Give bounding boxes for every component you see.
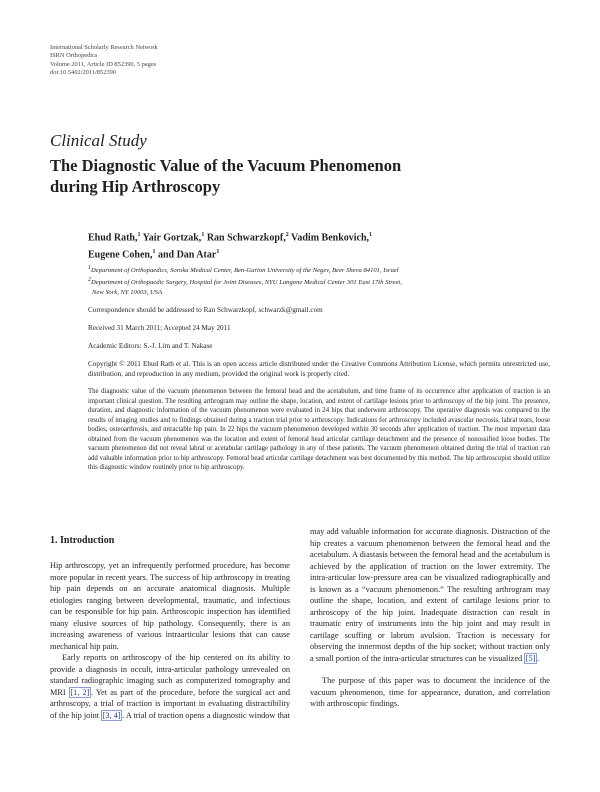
affiliation-text: Department of Orthopaedics, Soroka Medical Center, Ben-Gurion University of the Negev, Beer Sheva 84101, Israel <box>91 267 399 275</box>
author-sup: 2 <box>285 232 289 238</box>
author-name: Ran Schwarzkopf, <box>206 232 286 244</box>
affiliation-1 <box>88 264 508 276</box>
journal-name: ISRN Orthopedics <box>50 52 98 60</box>
author-list <box>88 228 528 263</box>
title-line-1: The Diagnostic Value of the Vacuum Phenomenon <box>50 156 402 175</box>
column-left <box>50 560 290 721</box>
author-name: Vadim Benkovich, <box>291 232 370 244</box>
author-sup: 1 <box>152 249 156 256</box>
author-name: Yair Gortzak, <box>142 232 202 244</box>
affiliations <box>88 264 508 297</box>
text-run: . Yet as part of the procedure, before the surgical act and arthroscopy, a trial of traction is important in evaluating distractibility of the hip joint <box>50 687 290 720</box>
academic-editors: Academic Editors: S.-J. Lim and T. Nakase <box>88 342 213 350</box>
affiliation-sup: 1 <box>88 265 91 271</box>
author-name: Eugene Cohen, <box>88 249 153 261</box>
article-type: Clinical Study <box>50 131 147 150</box>
journal-volume: Volume 2011, Article ID 852390, 5 pages <box>50 60 157 68</box>
text-run: may add valuable information for accurate diagnosis. Distraction of the hip creates a vacuum phenomenon between the femoral head and the acetabulum. A diastasis between the femoral head and the acetabulum is achieved by the application of traction on the lower extremity. The intra-articular low-pressure area can be visualized radiographically and is known as a “vacuum phenomenon.” The resulting arthrogram may outline the shape, location, and extent of cartilage lesions prior to arthroscopy of the hip joint. Inadequate distraction can result in traumatic entry of instruments into the hip joint and may result in cartilage scuffing or labrum avulsion. Traction is necessary for observing the innermost depths of the hip socket; without traction only a small portion of the intra-articular structures can be visualized <box>310 527 550 663</box>
affiliation-sup: 2 <box>88 276 91 283</box>
paragraph: The purpose of this paper was to document the incidence of the vacuum phenomenon, time for appearance, duration, and correlation with arthroscopic findings. <box>310 676 550 708</box>
section-heading: 1. Introduction <box>50 535 115 546</box>
affiliation-2-cont: New York, NY 10003, USA <box>92 288 163 296</box>
title-line-2: during Hip Arthroscopy <box>50 177 221 196</box>
author-sup: 1 <box>216 249 220 256</box>
article-title <box>50 155 520 197</box>
received-dates: Received 31 March 2011; Accepted 24 May 2011 <box>88 324 231 332</box>
paragraph <box>50 652 290 721</box>
affiliation-text: Department of Orthopaedic Surgery, Hospital for Joint Diseases, NYU Langone Medical Center 301 East 17th Street, <box>91 278 402 286</box>
journal-header <box>50 44 158 78</box>
abstract: The diagnostic value of the vacuum phenomenon between the femoral head and the acetabulum, and time frame of its occurrence after application of traction is an important clinical question. The resulting arthrogram may outline the shape, location, and extent of cartilage lesions prior to arthroscopy of the hip joint. The presence, duration, and diagnostic information of the vacuum phenomenon were evaluated in 24 hips that underwent arthroscopy. The operative diagnosis was compared to the results of imaging studies and to findings obtained during a traction trial prior to arthroscopy. Indications for arthroscopy included avascular necrosis, labral tears, loose bodies, osteoarthrosis, and intractable hip pain. In 22 hips the vacuum phenomenon developed within 30 seconds after application of traction. The most important data obtained from the vacuum phenomenon was the location and extent of femoral head articular cartilage detachment and the presence of nonossified loose bodies. The vacuum phenomenon did not reveal labral or acetabular cartilage pathology in any of these patients. The vacuum phenomenon obtained during the trial of traction can add valuable information prior to hip arthroscopy. Femoral head articular cartilage detachment was best documented by this method. The hip arthroscopist should utilize this diagnostic window routinely prior to hip arthroscopy. <box>88 388 550 471</box>
author-sup: 1 <box>137 232 141 238</box>
citation-link[interactable]: [3, 4] <box>102 710 121 720</box>
text-run: Early reports on arthroscopy of the hip centered on its ability to provide a diagnosis in occult, intra-articular pathology unrevealed on standard radiographic imaging such as computerized tomography and MRI <box>50 653 290 697</box>
paragraph: Hip arthroscopy, yet an infrequently performed procedure, has become more popular in recent years. The success of hip arthroscopy in treating hip pain depends on an accurate anatomical diagnosis. Multiple etiologies ranging between developmental, traumatic, and infectious can be responsible for hip pain. Arthroscopic inspection has identified many elusive sources of hip pathology. Consequently, there is an increasing awareness of various intraarticular lesions that can cause mechanical hip pain. <box>50 561 290 651</box>
affiliation-2 <box>88 276 508 288</box>
citation-link[interactable]: [1, 2] <box>70 687 90 697</box>
copyright-notice: Copyright © 2011 Ehud Rath et al. This is an open access article distributed under the Creative Commons Attribution License, which permits unrestricted use, distribution, and reproduction in any medium, provided the original work is properly cited. <box>88 360 550 378</box>
journal-network: International Scholarly Research Network <box>50 44 158 51</box>
text-run: . A trial of traction opens a diagnostic window that <box>122 710 290 720</box>
correspondence: Correspondence should be addressed to Ran Schwarzkopf, schwarzk@gmail.com <box>88 306 323 314</box>
author-sup: 1 <box>201 232 205 238</box>
journal-doi: doi:10.5402/2011/852390 <box>50 69 116 77</box>
author-name: and Dan Atar <box>157 249 217 261</box>
column-right <box>310 526 550 710</box>
text-run: . <box>536 653 540 663</box>
citation-link[interactable]: [5] <box>525 653 536 663</box>
paragraph <box>310 526 550 664</box>
author-name: Ehud Rath, <box>88 232 138 244</box>
author-sup: 1 <box>369 232 373 238</box>
